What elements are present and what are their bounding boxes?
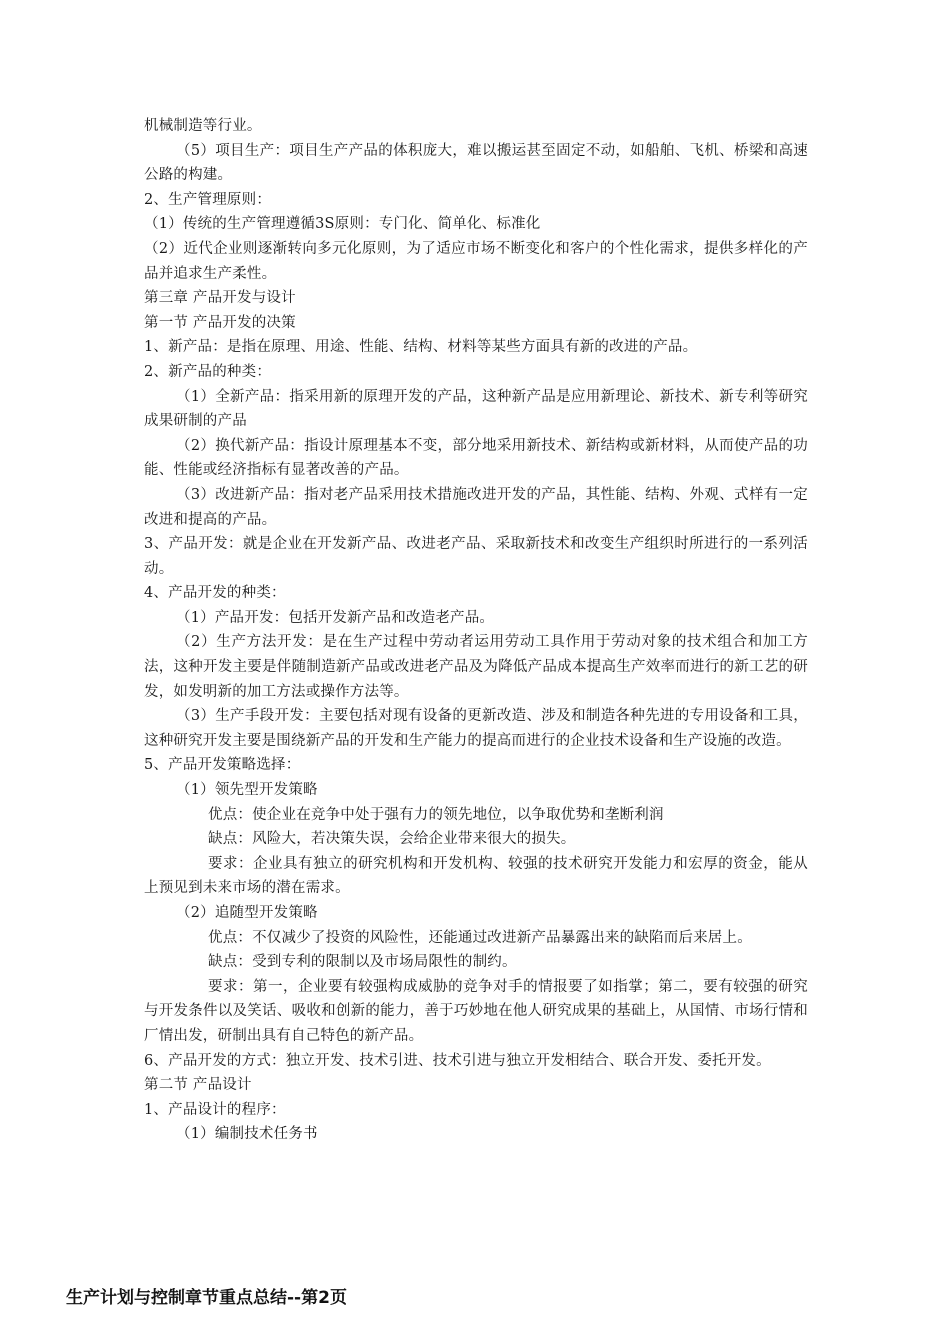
paragraph: 4、产品开发的种类：	[144, 585, 286, 602]
paragraph: （2）生产方法开发：是在生产过程中劳动者运用劳动工具作用于劳动对象的技术组合和加工方法，这种开发主要是伴随制造新产品或改进老产品及为降低产品成本提高生产效率而进行的新工艺的研发，如发明新的加工方法或操作方法等。	[144, 634, 808, 700]
section-heading: 第一节 产品开发的决策	[144, 314, 296, 331]
paragraph: 缺点：受到专利的限制以及市场局限性的制约。	[208, 954, 517, 971]
paragraph: （3）改进新产品：指对老产品采用技术措施改进开发的产品，其性能、结构、外观、式样有一定改进和提高的产品。	[144, 486, 808, 528]
section-heading: 第二节 产品设计	[144, 1077, 252, 1094]
paragraph: 6、产品开发的方式：独立开发、技术引进、技术引进与独立开发相结合、联合开发、委托开发。	[144, 1052, 771, 1069]
paragraph: （2）换代新产品：指设计原理基本不变，部分地采用新技术、新结构或新材料，从而使产品的功能、性能或经济指标有显著改善的产品。	[144, 437, 808, 479]
paragraph: 2、生产管理原则：	[144, 191, 272, 208]
paragraph: 5、产品开发策略选择：	[144, 757, 301, 774]
paragraph: （1）产品开发：包括开发新产品和改造老产品。	[176, 609, 495, 626]
paragraph: （3）生产手段开发：主要包括对现有设备的更新改造、涉及和制造各种先进的专用设备和工具，这种研究开发主要是围绕新产品的开发和生产能力的提高而进行的企业技术设备和生产设施的改造。	[144, 708, 808, 749]
paragraph: 1、产品设计的程序：	[144, 1101, 286, 1118]
paragraph: 2、新产品的种类：	[144, 363, 272, 380]
paragraph: （2）追随型开发策略	[176, 905, 318, 921]
paragraph: 要求：第一，企业要有较强构成威胁的竞争对手的情报要了如指掌；第二，要有较强的研究与开发条件以及笑话、吸收和创新的能力，善于巧妙地在他人研究成果的基础上，从国情、市场行情和厂情出发，研制出具有自己特色的新产品。	[144, 978, 808, 1044]
paragraph: 要求：企业具有独立的研究机构和开发机构、较强的技术研究开发能力和宏厚的资金，能从上预见到未来市场的潜在需求。	[144, 855, 808, 897]
page-footer: 生产计划与控制章节重点总结--第2页	[66, 1288, 347, 1308]
paragraph: （2）近代企业则逐渐转向多元化原则，为了适应市场不断变化和客户的个性化需求，提供多样化的产品并追求生产柔性。	[144, 240, 808, 282]
chapter-heading: 第三章 产品开发与设计	[144, 290, 296, 307]
paragraph: （1）全新产品：指采用新的原理开发的产品，这种新产品是应用新理论、新技术、新专利等研究成果研制的产品	[144, 388, 808, 430]
paragraph: （5）项目生产：项目生产产品的体积庞大，难以搬运甚至固定不动，如船舶、飞机、桥梁和高速公路的构建。	[144, 142, 808, 184]
paragraph: 3、产品开发：就是企业在开发新产品、改进老产品、采取新技术和改变生产组织时所进行的一系列活动。	[144, 536, 808, 577]
body-text	[144, 114, 808, 1147]
paragraph: （1）传统的生产管理遵循3S原则：专门化、简单化、标准化	[144, 216, 541, 233]
paragraph: （1）编制技术任务书	[176, 1126, 318, 1143]
paragraph: 1、新产品：是指在原理、用途、性能、结构、材料等某些方面具有新的改进的产品。	[144, 339, 698, 356]
paragraph: 机械制造等行业。	[144, 118, 262, 134]
paragraph: 缺点：风险大，若决策失误，会给企业带来很大的损失。	[208, 831, 576, 848]
paragraph: 优点：使企业在竞争中处于强有力的领先地位，以争取优势和垄断利润	[208, 806, 664, 823]
paragraph: （1）领先型开发策略	[176, 782, 318, 799]
paragraph: 优点：不仅减少了投资的风险性，还能通过改进新产品暴露出来的缺陷而后来居上。	[208, 929, 752, 946]
